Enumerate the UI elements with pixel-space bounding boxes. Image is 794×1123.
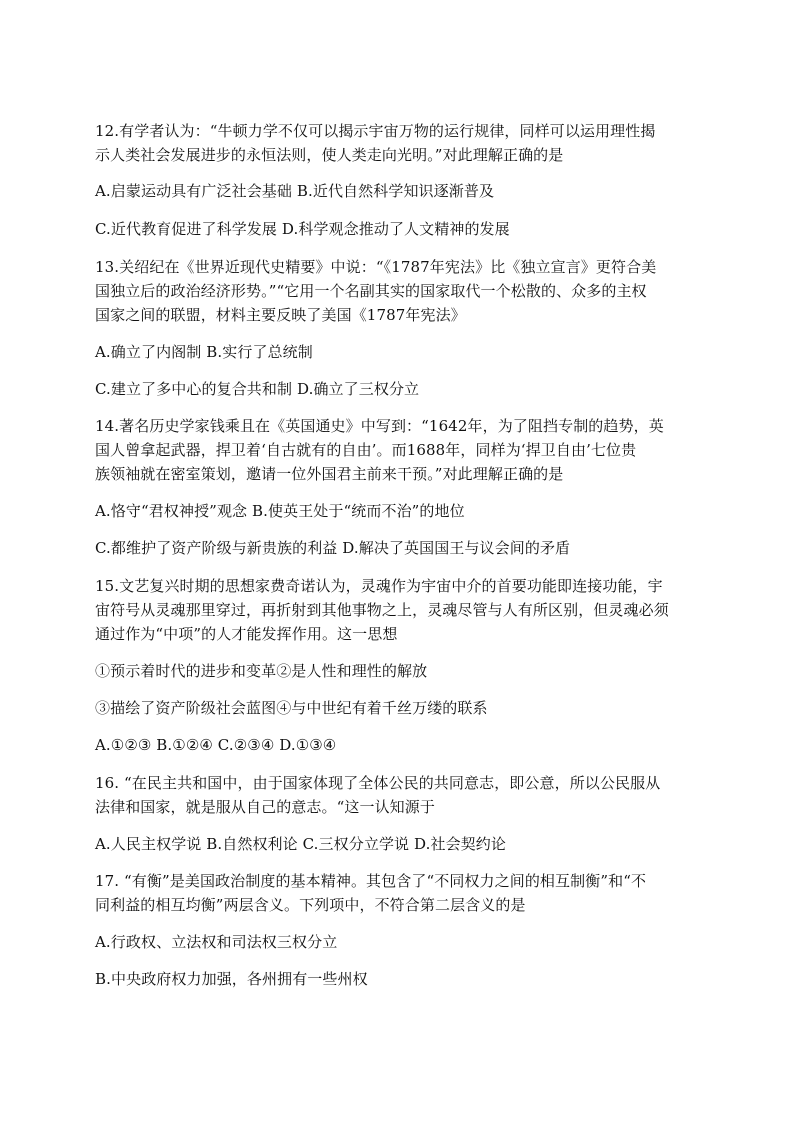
q12-stem-line-2: 示人类社会发展进步的永恒法则，使人类走向光明。”对此理解正确的是 [95, 146, 564, 164]
q13-stem-line-3: 国家之间的联盟，材料主要反映了美国《1787年宪法》 [95, 306, 466, 324]
q16-stem-line-2: 法律和国家，就是服从自己的意志。“这一认知源于 [95, 798, 435, 816]
q14-stem-line-1: 14.著名历史学家钱乘且在《英国通史》中写到：“1642年，为了阻挡专制的趋势，英 [95, 417, 664, 435]
q17-stem-line-2: 同利益的相互均衡”两层含义。下列项中，不符合第二层含义的是 [95, 896, 526, 914]
q12-options-ab: A.启蒙运动具有广泛社会基础 B.近代自然科学知识逐渐普及 [95, 182, 495, 200]
q13-stem-line-1: 13.关绍纪在《世界近现代史精要》中说：“《1787年宪法》比《独立宣言》更符合美 [95, 258, 657, 276]
q13-options-ab: A.确立了内阁制 B.实行了总统制 [95, 343, 313, 361]
q15-stem-line-1: 15.文艺复兴时期的思想家费奇诺认为，灵魂作为宇宙中介的首要功能即连接功能，宇 [95, 577, 663, 595]
q14-options-cd: C.都维护了资产阶级与新贵族的利益 D.解决了英国国王与议会间的矛盾 [95, 539, 571, 557]
q15-options: A.①②③ B.①②④ C.②③④ D.①③④ [95, 736, 337, 754]
q16-stem-line-1: 16. “在民主共和国中，由于国家体现了全体公民的共同意志，即公意，所以公民服从 [95, 774, 661, 792]
q17-stem-line-1: 17. “有衡”是美国政治制度的基本精神。其包含了“不同权力之间的相互制衡”和“不 [95, 872, 647, 890]
q14-options-ab: A.恪守“君权神授”观念 B.使英王处于“统而不治”的地位 [95, 502, 465, 520]
q16-options: A.人民主权学说 B.自然权利论 C.三权分立学说 D.社会契约论 [95, 835, 506, 853]
q14-stem-line-2: 国人曾拿起武器，捍卫着‘自古就有的自由’。而1688年，同样为‘捍卫自由’七位贵 [95, 441, 637, 459]
q13-options-cd: C.建立了多中心的复合共和制 D.确立了三权分立 [95, 380, 420, 398]
q15-stem-line-3: 通过作为“中项”的人才能发挥作用。这一思想 [95, 625, 398, 643]
q17-option-b: B.中央政府权力加强，各州拥有一些州权 [95, 970, 368, 988]
q12-options-cd: C.近代教育促进了科学发展 D.科学观念推动了人文精神的发展 [95, 220, 510, 238]
q15-statements-34: ③描绘了资产阶级社会蓝图④与中世纪有着千丝万缕的联系 [95, 699, 488, 717]
q12-stem-line-1: 12.有学者认为：“牛顿力学不仅可以揭示宇宙万物的运行规律，同样可以运用理性揭 [95, 122, 656, 140]
q15-stem-line-2: 宙符号从灵魂那里穿过，再折射到其他事物之上，灵魂尽管与人有所区别，但灵魂必须 [95, 601, 669, 619]
q17-option-a: A.行政权、立法权和司法权三权分立 [95, 933, 338, 951]
q13-stem-line-2: 国独立后的政治经济形势。”“它用一个名副其实的国家取代一个松散的、众多的主权 [95, 282, 647, 300]
q15-statements-12: ①预示着时代的进步和变革②是人性和理性的解放 [95, 662, 428, 680]
q14-stem-line-3: 族领袖就在密室策划，邀请一位外国君主前来干预。”对此理解正确的是 [95, 465, 564, 483]
